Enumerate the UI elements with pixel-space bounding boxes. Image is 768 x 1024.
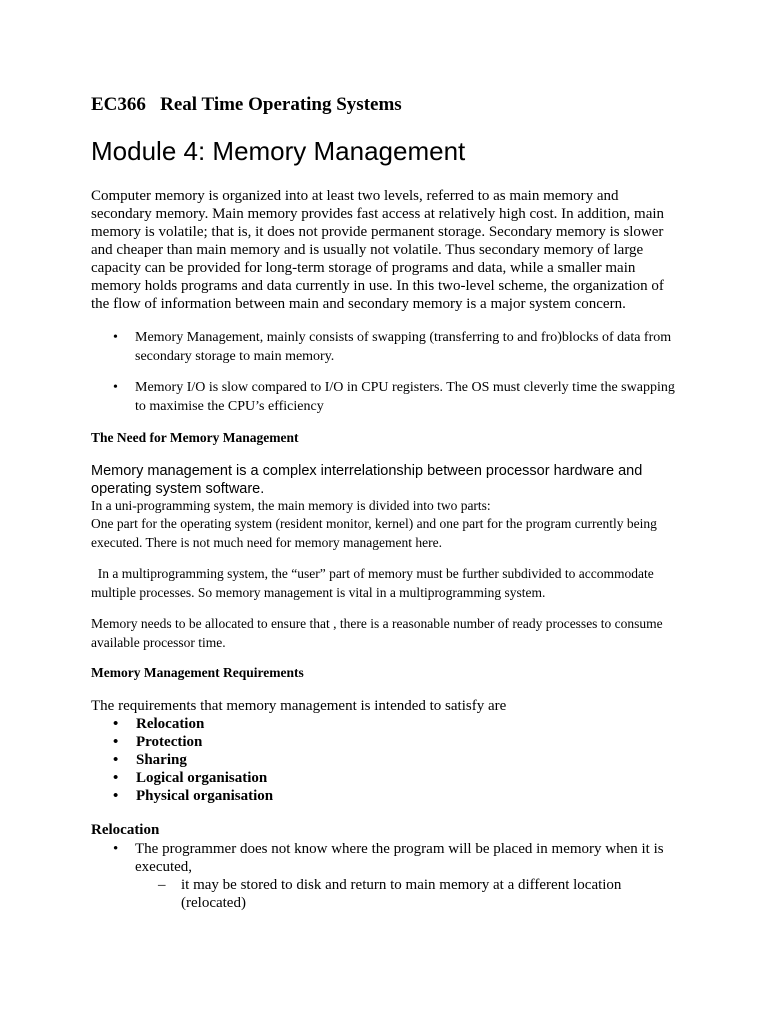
need-paragraph-2b: One part for the operating system (resident monitor, kernel) and one part for the program currently being executed. There is not much need for memory management here.: [91, 516, 657, 550]
course-title: EC366 Real Time Operating Systems: [91, 94, 402, 115]
requirement-label: Physical organisation: [136, 788, 274, 804]
need-paragraph-1: Memory management is a complex interrelationship between processor hardware and operating system software.: [91, 463, 643, 497]
bullet-icon: •: [113, 380, 118, 395]
sub-bullet-text: it may be stored to disk and return to main memory at a different location (relocated): [181, 877, 622, 911]
module-title: Module 4: Memory Management: [91, 136, 466, 166]
bullet-text: The programmer does not know where the program will be placed in memory when it is executed,: [135, 841, 664, 875]
bullet-icon: •: [113, 841, 119, 857]
need-paragraph-4: Memory needs to be allocated to ensure that , there is a reasonable number of ready processes to consume available processor time.: [91, 616, 663, 650]
bullet-icon: •: [113, 330, 118, 345]
bullet-icon: •: [113, 716, 119, 732]
bullet-text: Memory I/O is slow compared to I/O in CPU registers. The OS must cleverly time the swapping to maximise the CPU’s efficiency: [135, 380, 675, 414]
section-heading-relocation: Relocation: [91, 822, 160, 838]
requirement-label: Logical organisation: [136, 770, 268, 786]
requirement-label: Protection: [136, 734, 203, 750]
requirement-label: Sharing: [136, 752, 187, 768]
section-heading-need: The Need for Memory Management: [91, 430, 299, 445]
bullet-icon: •: [113, 788, 119, 804]
requirements-list: [113, 715, 413, 810]
bullet-text: Memory Management, mainly consists of swapping (transferring to and fro)blocks of data from secondary storage to main memory.: [135, 330, 672, 364]
bullet-icon: •: [113, 734, 119, 750]
bullet-icon: •: [113, 770, 119, 786]
requirements-intro: The requirements that memory management is intended to satisfy are: [91, 698, 507, 714]
bullet-icon: •: [113, 752, 119, 768]
section-heading-requirements: Memory Management Requirements: [91, 665, 304, 680]
intro-paragraph: Computer memory is organized into at least two levels, referred to as main memory and secondary memory. Main memory provides fast access at relatively high cost. In addition, main memory is volatile; that is, it does not provide permanent storage. Secondary memory is slower and cheaper than main memory and is usually not volatile. Thus secondary memory of large capacity can be provided for long-term storage of programs and data, while a smaller main memory holds programs and data currently in use. In this two-level scheme, the organization of the flow of information between main and secondary memory is a major system concern.: [91, 188, 665, 312]
need-paragraph-2a: In a uni-programming system, the main memory is divided into two parts:: [91, 498, 491, 513]
dash-icon: –: [158, 877, 166, 893]
requirement-label: Relocation: [136, 716, 205, 732]
need-paragraph-3: In a multiprogramming system, the “user” part of memory must be further subdivided to accommodate multiple processes. So memory management is vital in a multiprogramming system.: [91, 566, 658, 600]
